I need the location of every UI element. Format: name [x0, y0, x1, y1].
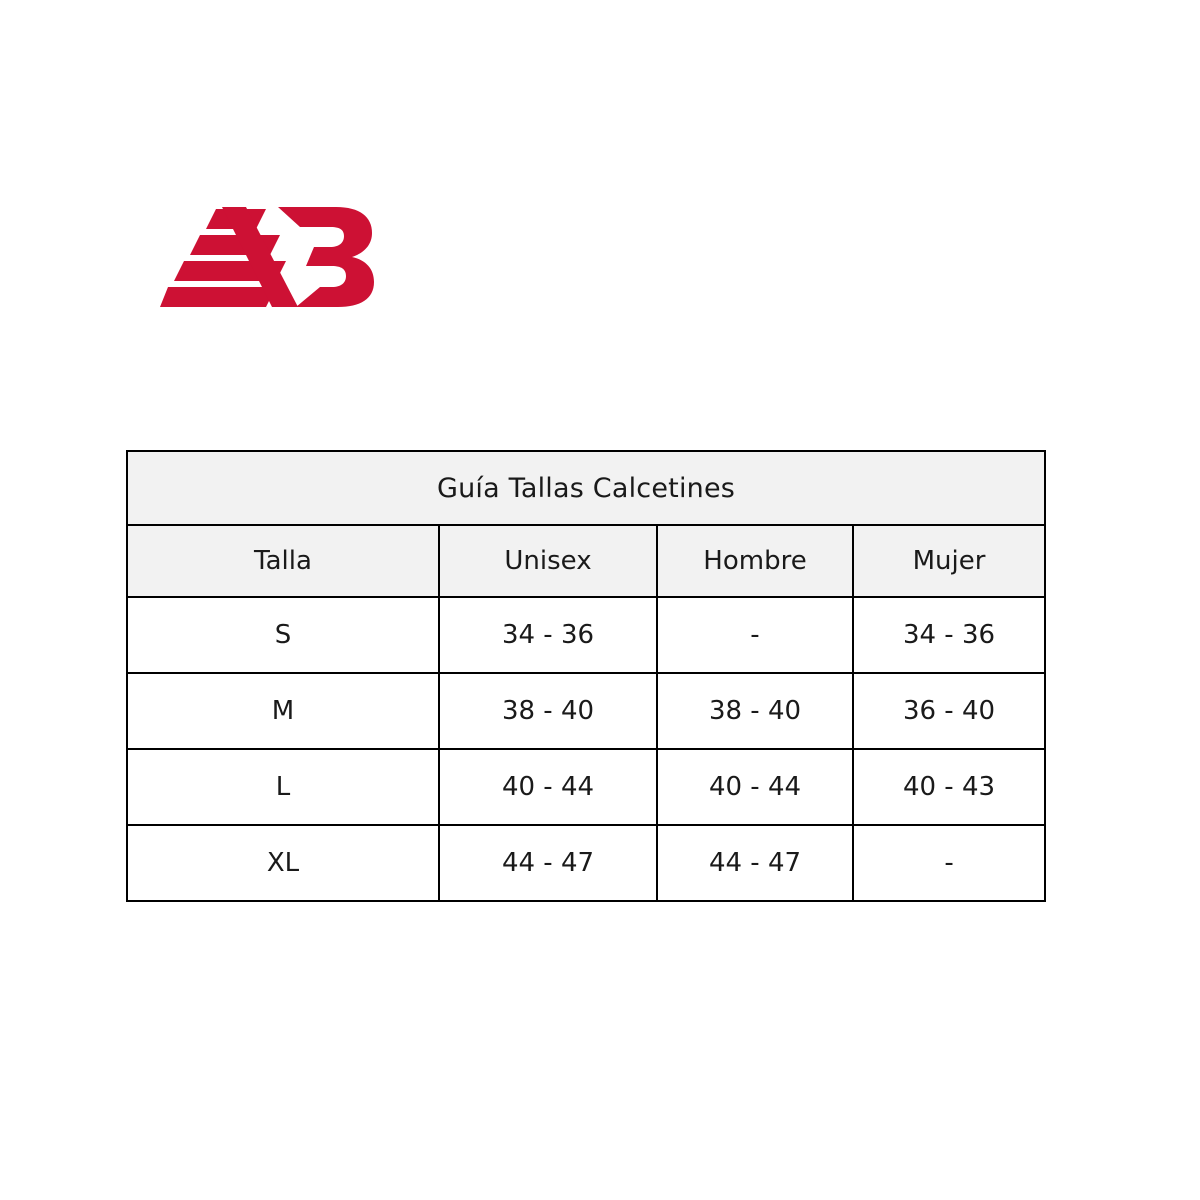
- table-row: [127, 673, 1045, 749]
- cell-unisex: 34 - 36: [439, 597, 657, 673]
- table-row: [127, 749, 1045, 825]
- cell-unisex: 38 - 40: [439, 673, 657, 749]
- cell-unisex: 40 - 44: [439, 749, 657, 825]
- cell-talla: S: [127, 597, 439, 673]
- cell-talla: XL: [127, 825, 439, 901]
- cell-hombre: 38 - 40: [657, 673, 853, 749]
- cell-mujer: 34 - 36: [853, 597, 1045, 673]
- column-header-hombre: Hombre: [657, 525, 853, 597]
- table-title: Guía Tallas Calcetines: [127, 451, 1045, 525]
- cell-hombre: -: [657, 597, 853, 673]
- column-header-unisex: Unisex: [439, 525, 657, 597]
- table-row: [127, 597, 1045, 673]
- cell-mujer: -: [853, 825, 1045, 901]
- nb-logo-icon: [160, 195, 400, 330]
- cell-hombre: 44 - 47: [657, 825, 853, 901]
- cell-talla: L: [127, 749, 439, 825]
- column-header-talla: Talla: [127, 525, 439, 597]
- cell-mujer: 40 - 43: [853, 749, 1045, 825]
- cell-mujer: 36 - 40: [853, 673, 1045, 749]
- cell-hombre: 40 - 44: [657, 749, 853, 825]
- table-row: [127, 825, 1045, 901]
- cell-unisex: 44 - 47: [439, 825, 657, 901]
- table-title-row: [127, 451, 1045, 525]
- brand-logo: [160, 195, 400, 330]
- size-guide-table: [126, 450, 1046, 902]
- table-header-row: [127, 525, 1045, 597]
- column-header-mujer: Mujer: [853, 525, 1045, 597]
- cell-talla: M: [127, 673, 439, 749]
